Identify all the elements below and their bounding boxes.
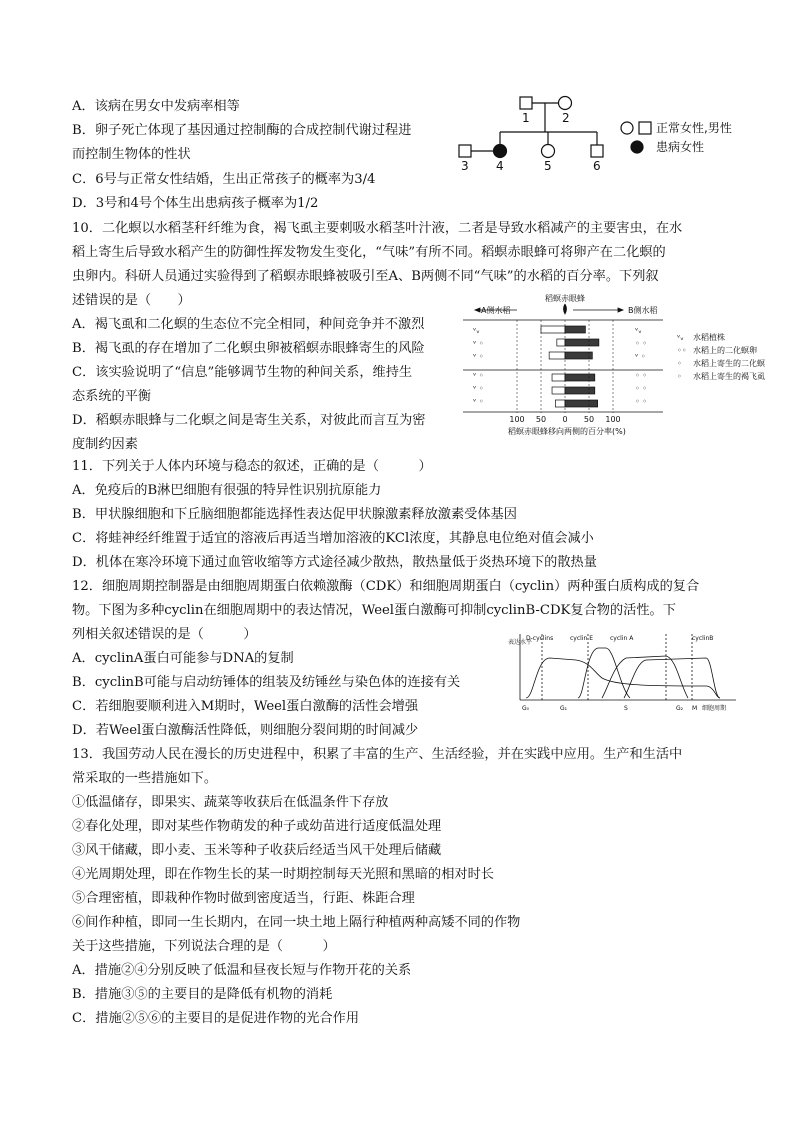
phase-g2: G₂: [676, 705, 684, 712]
cyclin-label-e: cyclin E: [570, 635, 593, 642]
svg-text:ᵛᵥ: ᵛᵥ: [473, 326, 480, 335]
svg-text:◦ ◦: ◦ ◦: [635, 384, 647, 393]
pedigree-male-6: [591, 145, 603, 157]
svg-text:◦ ◦: ◦ ◦: [635, 339, 647, 348]
bar-a-side: [557, 339, 565, 346]
q10-option-c: C．该实验说明了“信息”能够调节生物的种间关系，维持生: [72, 365, 413, 380]
q12-stem-line-3: 列相关叙述错误的是（ ）: [72, 627, 257, 642]
pedigree-id-5: 5: [544, 159, 552, 173]
bar-a-side: [552, 374, 565, 381]
pedigree-id-4: 4: [496, 159, 504, 173]
q11-option-a: A．免疫后的B淋巴细胞有很强的特异性识别抗原能力: [72, 483, 382, 498]
q12-option-a: A．cyclinA蛋白可能参与DNA的复制: [72, 651, 294, 666]
legend-normal-male-icon: [639, 122, 651, 134]
q11-option-b: B．甲状腺细胞和下丘脑细胞都能选择性表达促甲状腺激素释放激素受体基因: [72, 507, 517, 522]
q10-option-a: A．褐飞虱和二化螟的生态位不完全相同，种间竞争并不激烈: [72, 317, 425, 332]
q12-stem-line-2: 物。下图为多种cyclin在细胞周期中的表达情况，Weel蛋白激酶可抑制cyclinB-CDK复合物的活性。下: [72, 603, 676, 618]
wasp-preference-chart: [463, 290, 783, 440]
bar-a-side: [552, 387, 565, 394]
pedigree-female-2: [559, 97, 572, 110]
q10-option-d: D．稻螟赤眼蜂与二化螟之间是寄生关系，对彼此而言互为密: [72, 413, 426, 428]
q13-item-5: ⑤合理密植，即栽种作物时做到密度适当，行距、株距合理: [72, 891, 415, 906]
tick-50-right: 50: [583, 415, 595, 424]
q10-option-b: B．褐飞虱的存在增加了二化螟虫卵被稻螟赤眼蜂寄生的风险: [72, 341, 425, 356]
bar-b-side: [565, 352, 592, 359]
bar-b-side: [565, 374, 595, 381]
q13-stem-line-1: 13．我国劳动人民在漫长的历史进程中，积累了丰富的生产、生活经验，并在实践中应用。生产和生活中: [72, 747, 683, 762]
bar-b-side: [565, 400, 598, 407]
chart-xlabel: 稻螟赤眼蜂移向两侧的百分率(%): [508, 427, 626, 436]
tick-100-right: 100: [605, 415, 621, 424]
pedigree-id-2: 2: [562, 111, 570, 125]
svg-text:◦ ◦: ◦ ◦: [635, 397, 647, 406]
svg-text:ᵛ ◦: ᵛ ◦: [473, 371, 484, 380]
q11-stem: 11．下列关于人体内环境与稳态的叙述，正确的是（ ）: [72, 459, 432, 474]
bar-b-side: [565, 326, 585, 333]
bar-b-side: [565, 387, 595, 394]
q10-option-c-cont: 态系统的平衡: [72, 389, 152, 404]
cyclin-b-curve: [624, 658, 720, 698]
q10-option-d-cont: 度制约因素: [72, 437, 138, 452]
q9-option-a: A．该病在男女中发病率相等: [72, 99, 240, 114]
bar-a-side: [555, 400, 565, 407]
q12-stem-line-1: 12．细胞周期控制器是由细胞周期蛋白依赖激酶（CDK）和细胞周期蛋白（cyclin）两种蛋白质构成的复合: [72, 579, 700, 594]
svg-text:◦ ◦: ◦ ◦: [635, 371, 647, 380]
phase-g1: G₁: [560, 705, 568, 712]
q11-option-d: D．机体在寒冷环境下通过血管收缩等方式途径减少散热，散热量低于炎热环境下的散热量: [72, 555, 597, 570]
legend-affected-label: 患病女性: [656, 140, 705, 154]
legend-normal-label: 正常女性,男性: [656, 121, 732, 135]
q13-item-6: ⑥间作种植，即同一生长期内，在同一块土地上隔行种植两种高矮不同的作物: [72, 915, 521, 930]
pedigree-id-1: 1: [522, 111, 530, 125]
bar-a-side: [549, 352, 565, 359]
svg-text:ᵛᵥ: ᵛᵥ: [635, 326, 642, 335]
pedigree-id-6: 6: [593, 159, 601, 173]
phase-g0: G₀: [522, 705, 530, 712]
pedigree-id-3: 3: [461, 159, 469, 173]
legend-normal-female-icon: [621, 122, 633, 134]
chart-left-label: A侧水稻: [481, 306, 511, 315]
d-cyclins-curve: [526, 658, 720, 698]
bar-b-side: [565, 339, 599, 346]
q11-option-c: C．将蛙神经纤维置于适宜的溶液后再适当增加溶液的KCl浓度，其静息电位绝对值会减小: [72, 531, 594, 546]
svg-text:ᵛ ◦: ᵛ ◦: [473, 339, 484, 348]
cyclin-ylabel: 表达水平: [508, 639, 533, 646]
tick-100-left: 100: [509, 415, 525, 424]
q13-stem-line-3: 关于这些措施，下列说法合理的是（ ）: [72, 939, 336, 954]
phase-s: S: [624, 705, 628, 712]
svg-text:◦: ◦: [677, 372, 682, 381]
pedigree-male-3: [459, 145, 471, 157]
q10-stem-line-2: 稻上寄生后导致水稻产生的防御性挥发物发生变化，“气味”有所不同。稻螟赤眼蜂可将卵产在二化螟的: [72, 245, 666, 260]
bar-a-side: [541, 326, 565, 333]
svg-text:ᵛ ◦: ᵛ ◦: [473, 397, 484, 406]
cyclin-xlabel: 细胞周期: [702, 705, 727, 712]
cyclin-e-curve: [578, 648, 630, 698]
q9-option-b: B．卵子死亡体现了基因通过控制酶的合成控制代谢过程进: [72, 123, 412, 138]
q9-option-c: C．6号与正常女性结婚，生出正常孩子的概率为3/4: [72, 172, 376, 187]
chart-legend: [677, 332, 766, 381]
q9-option-d: D．3号和4号个体生出患病孩子概率为1/2: [72, 196, 319, 211]
tick-0: 0: [562, 415, 568, 424]
pedigree-female-5: [542, 145, 555, 158]
pedigree-chart: [450, 92, 750, 174]
svg-text:ᵛᵥ: ᵛᵥ: [677, 333, 684, 342]
legend-affected-female-icon: [631, 141, 643, 153]
cyclin-expression-chart: [506, 628, 746, 714]
cyclin-label-b: cyclinB: [692, 635, 714, 642]
q13-item-2: ②春化处理，即对某些作物萌发的种子或幼苗进行适度低温处理: [72, 819, 442, 834]
legend-1: 水稻植株: [693, 333, 725, 342]
cyclin-label-d: D-cyclins: [526, 635, 554, 642]
q12-option-b: B．cyclinB可能与启动纺锤体的组装及纺锤丝与染色体的连接有关: [72, 675, 461, 690]
pedigree-affected-female-4: [494, 145, 507, 158]
legend-3: 水稻上寄生的二化螟: [693, 359, 765, 368]
q13-item-3: ③风干储藏，即小麦、玉米等种子收获后经适当风干处理后储藏: [72, 843, 442, 858]
svg-text:◦: ◦: [677, 359, 682, 368]
q13-stem-line-2: 常采取的一些措施如下。: [72, 771, 218, 786]
legend-4: 水稻上寄生的褐飞虱: [693, 372, 765, 381]
q13-option-b: B．措施③⑤的主要目的是降低有机物的消耗: [72, 987, 333, 1002]
q13-option-c: C．措施②⑤⑥的主要目的是促进作物的光合作用: [72, 1011, 360, 1026]
phase-m: M: [692, 705, 698, 712]
cyclin-label-a: cyclin A: [610, 635, 634, 642]
q9-option-b-cont: 而控制生物体的性状: [72, 147, 191, 162]
q10-stem-line-3: 虫卵内。科研人员通过实验得到了稻螟赤眼蜂被吸引至A、B两侧不同“气味”的水稻的百分率。下列叙: [72, 269, 659, 284]
q10-stem-line-4: 述错误的是（ ）: [72, 293, 191, 308]
legend-2: 水稻上的二化螟卵: [693, 346, 757, 355]
q13-item-4: ④光周期处理，即在作物生长的某一时期控制每天光照和黑暗的相对时长: [72, 867, 494, 882]
chart-title: 稻螟赤眼蜂: [545, 294, 585, 303]
q12-option-c: C．若细胞要顺利进入M期时，Weel蛋白激酶的活性会增强: [72, 699, 419, 714]
svg-text:◦◦: ◦◦: [677, 346, 687, 355]
pedigree-male-1: [520, 97, 532, 109]
svg-text:ᵛ ◦: ᵛ ◦: [473, 352, 484, 361]
q12-option-d: D．若Weel蛋白激酶活性降低，则细胞分裂间期的时间减少: [72, 723, 419, 738]
tick-50-left: 50: [535, 415, 547, 424]
q10-stem-line-1: 10．二化螟以水稻茎秆纤维为食，褐飞虱主要刺吸水稻茎叶汁液，二者是导致水稻减产的主要害虫，在水: [72, 221, 683, 236]
svg-text:ᵛ ◦: ᵛ ◦: [473, 384, 484, 393]
svg-text:ᵛ ◦: ᵛ ◦: [635, 352, 646, 361]
q13-item-1: ①低温储存，即果实、蔬菜等收获后在低温条件下存放: [72, 795, 389, 810]
q13-option-a: A．措施②④分别反映了低温和昼夜长短与作物开花的关系: [72, 963, 412, 978]
chart-right-label: B侧水稻: [628, 306, 658, 315]
